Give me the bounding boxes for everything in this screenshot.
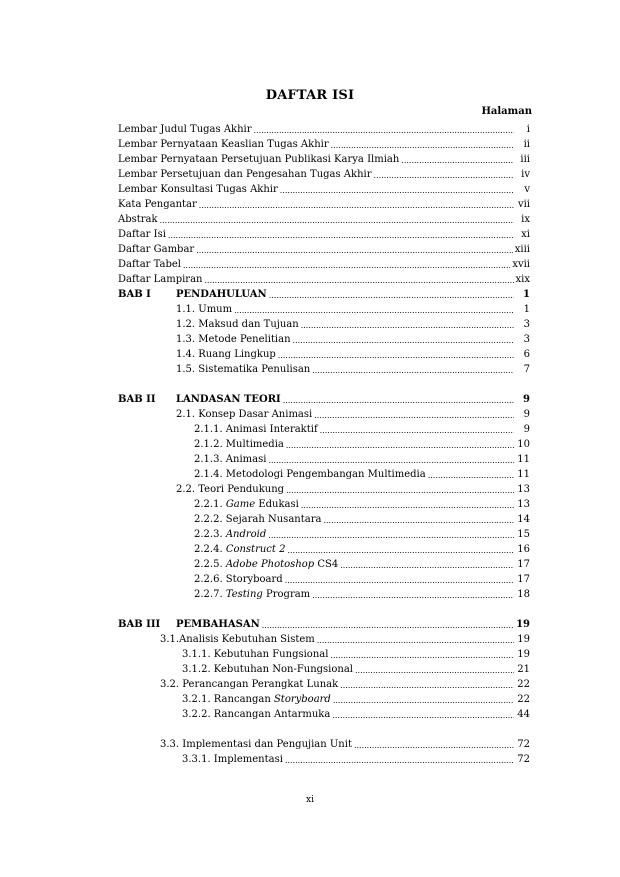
dot-leader <box>331 141 514 151</box>
dot-leader <box>199 201 514 211</box>
chapter-number: BAB I <box>118 289 151 300</box>
toc-entry-row <box>118 347 530 361</box>
page-title: DAFTAR ISI <box>265 88 355 103</box>
toc-entry-row <box>118 647 530 661</box>
toc-entry-label: 1.4. Ruang Lingkup <box>176 349 276 360</box>
dot-leader <box>278 351 514 361</box>
dot-leader <box>234 306 514 316</box>
toc-entry-label: Lembar Konsultasi Tugas Akhir <box>118 184 278 195</box>
toc-page-number: xix <box>515 274 530 285</box>
toc-entry-label: 2.2.3. Android <box>194 529 267 540</box>
toc-page-number: ix <box>521 214 530 225</box>
toc-page-number: iv <box>521 169 530 180</box>
toc-entry-row <box>118 212 530 226</box>
toc-page-number: xvii <box>512 259 530 270</box>
toc-entry-label: 2.2.4. Construct 2 <box>194 544 286 555</box>
dot-leader <box>332 711 514 721</box>
toc-entry-row <box>118 227 530 241</box>
toc-page-number: 17 <box>517 559 530 570</box>
toc-entry-label: 3.1.1. Kebutuhan Fungsional <box>182 649 329 660</box>
dot-leader <box>293 336 514 346</box>
toc-entry-row <box>118 182 530 196</box>
toc-entry-label: 3.2.1. Rancangan Storyboard <box>182 694 331 705</box>
toc-page-number: 9 <box>523 394 530 405</box>
toc-page-number: 22 <box>517 679 530 690</box>
dot-leader <box>286 441 514 451</box>
toc-entry-label: Lembar Pernyataan Persetujuan Publikasi Karya Ilmiah <box>118 154 400 165</box>
toc-page-number: 3 <box>523 334 530 345</box>
toc-entry-row <box>118 152 530 166</box>
toc-entry-row <box>118 167 530 181</box>
toc-entry-row <box>118 257 530 271</box>
dot-leader <box>268 456 514 466</box>
toc-page-number: 44 <box>517 709 530 720</box>
toc-entry-row <box>118 707 530 721</box>
toc-page-number: v <box>524 184 530 195</box>
toc-entry-label: 2.1.4. Metodologi Pengembangan Multimedia <box>194 469 426 480</box>
toc-page-number: 1 <box>523 304 530 315</box>
toc-entry-row <box>118 362 530 376</box>
toc-chapter-row <box>118 392 530 406</box>
toc-page-number: 13 <box>517 499 530 510</box>
dot-leader <box>312 366 514 376</box>
dot-leader <box>196 246 513 256</box>
dot-leader <box>262 621 514 631</box>
toc-entry-label: PEMBAHASAN <box>176 619 260 630</box>
dot-leader <box>160 216 514 226</box>
dot-leader <box>183 261 510 271</box>
dot-leader <box>401 156 514 166</box>
toc-entry-row <box>118 437 530 451</box>
toc-entry-label: 3.3.1. Implementasi <box>182 754 283 765</box>
dot-leader <box>320 426 514 436</box>
toc-page-number: 9 <box>523 409 530 420</box>
toc-entry-row <box>118 632 530 646</box>
toc-entry-row <box>118 542 530 556</box>
toc-page-number: xiii <box>514 244 530 255</box>
toc-entry-label: Lembar Pernyataan Keaslian Tugas Akhir <box>118 139 329 150</box>
toc-entry-label: 2.2.6. Storyboard <box>194 574 283 585</box>
toc-page-number: 11 <box>517 454 530 465</box>
toc-entry-label: 3.2. Perancangan Perangkat Lunak <box>160 679 339 690</box>
toc-entry-row <box>118 137 530 151</box>
toc-page-number: 72 <box>517 754 530 765</box>
toc-entry-label: Lembar Persetujuan dan Pengesahan Tugas Akhir <box>118 169 372 180</box>
toc-entry-label: Daftar Gambar <box>118 244 195 255</box>
toc-entry-row <box>118 752 530 766</box>
toc-entry-label: Abstrak <box>118 214 158 225</box>
toc-page-number: vii <box>517 199 530 210</box>
dot-leader <box>428 471 514 481</box>
toc-entry-label: 2.2.5. Adobe Photoshop CS4 <box>194 559 339 570</box>
dot-leader <box>268 531 514 541</box>
toc-entry-row <box>118 587 530 601</box>
dot-leader <box>312 591 514 601</box>
dot-leader <box>269 291 514 301</box>
toc-entry-row <box>118 512 530 526</box>
toc-entry-label: 3.3. Implementasi dan Pengujian Unit <box>160 739 352 750</box>
toc-page-number: 19 <box>517 649 530 660</box>
dot-leader <box>323 516 514 526</box>
toc-entry-row <box>118 662 530 676</box>
toc-entry-row <box>118 527 530 541</box>
toc-entry-row <box>118 122 530 136</box>
dot-leader <box>333 696 514 706</box>
toc-entry-label: PENDAHULUAN <box>176 289 267 300</box>
dot-leader <box>280 186 514 196</box>
toc-entry-label: 3.2.2. Rancangan Antarmuka <box>182 709 331 720</box>
toc-entry-label: Daftar Tabel <box>118 259 181 270</box>
toc-entry-row <box>118 467 530 481</box>
toc-entry-label: 2.1. Konsep Dasar Animasi <box>176 409 313 420</box>
toc-entry-label: 1.2. Maksud dan Tujuan <box>176 319 299 330</box>
toc-page-number: 22 <box>517 694 530 705</box>
toc-entry-label: 2.2.1. Game Edukasi <box>194 499 299 510</box>
toc-page-number: 19 <box>516 619 530 630</box>
toc-entry-row <box>118 332 530 346</box>
chapter-number: BAB III <box>118 619 161 630</box>
dot-leader <box>340 681 514 691</box>
toc-page-number: 72 <box>517 739 530 750</box>
toc-entry-row <box>118 242 530 256</box>
page-column-header: Halaman <box>481 106 532 117</box>
dot-leader <box>168 231 514 241</box>
toc-page-number: 21 <box>517 664 530 675</box>
toc-page-number: 7 <box>523 364 530 375</box>
toc-page-number: 14 <box>517 514 530 525</box>
toc-page-number: 17 <box>517 574 530 585</box>
toc-page-number: 15 <box>517 529 530 540</box>
dot-leader <box>254 126 514 136</box>
toc-entry-label: 3.1.Analisis Kebutuhan Sistem <box>160 634 315 645</box>
dot-leader <box>285 576 514 586</box>
dot-leader <box>340 561 514 571</box>
dot-leader <box>205 276 514 286</box>
toc-chapter-row <box>118 617 530 631</box>
toc-entry-label: LANDASAN TEORI <box>176 394 281 405</box>
dot-leader <box>355 666 514 676</box>
dot-leader <box>283 396 514 406</box>
toc-entry-label: 2.2. Teori Pendukung <box>176 484 285 495</box>
toc-entry-label: Daftar Isi <box>118 229 166 240</box>
toc-entry-label: Kata Pengantar <box>118 199 197 210</box>
toc-entry-label: 2.1.1. Animasi Interaktif <box>194 424 318 435</box>
toc-entry-row <box>118 407 530 421</box>
dot-leader <box>314 411 514 421</box>
toc-entry-label: 2.1.3. Animasi <box>194 454 267 465</box>
toc-page-number: 10 <box>517 439 530 450</box>
footer-page-number: xi <box>306 795 314 805</box>
toc-page-number: 16 <box>517 544 530 555</box>
toc-entry-label: 1.5. Sistematika Penulisan <box>176 364 311 375</box>
toc-entry-row <box>118 272 530 286</box>
toc-entry-row <box>118 572 530 586</box>
toc-page-number: 19 <box>517 634 530 645</box>
toc-entry-label: 2.1.2. Multimedia <box>194 439 284 450</box>
toc-entry-row <box>118 302 530 316</box>
dot-leader <box>317 636 514 646</box>
toc-entry-label: Lembar Judul Tugas Akhir <box>118 124 252 135</box>
toc-entry-label: 1.3. Metode Penelitian <box>176 334 291 345</box>
dot-leader <box>301 501 514 511</box>
toc-page-number: 13 <box>517 484 530 495</box>
toc-chapter-row <box>118 287 530 301</box>
toc-page-number: 6 <box>523 349 530 360</box>
toc-entry-row <box>118 482 530 496</box>
toc-page-number: i <box>526 124 530 135</box>
toc-entry-row <box>118 317 530 331</box>
toc-entry-row <box>118 737 530 751</box>
toc-entry-row <box>118 197 530 211</box>
toc-page-number: ii <box>523 139 530 150</box>
toc-entry-label: 2.2.2. Sejarah Nusantara <box>194 514 322 525</box>
toc-entry-row <box>118 422 530 436</box>
toc-entry-row <box>118 677 530 691</box>
chapter-number: BAB II <box>118 394 156 405</box>
toc-entry-row <box>118 557 530 571</box>
toc-page-number: 1 <box>523 289 530 300</box>
toc-page-number: 18 <box>517 589 530 600</box>
toc-page-number: 11 <box>517 469 530 480</box>
toc-page-number: iii <box>520 154 530 165</box>
toc-entry-row <box>118 692 530 706</box>
toc-entry-label: 1.1. Umum <box>176 304 233 315</box>
toc-entry-label: 2.2.7. Testing Program <box>194 589 311 600</box>
dot-leader <box>286 486 514 496</box>
dot-leader <box>374 171 514 181</box>
toc-entry-label: 3.1.2. Kebutuhan Non-Fungsional <box>182 664 354 675</box>
dot-leader <box>354 741 514 751</box>
toc-entry-row <box>118 497 530 511</box>
toc-entry-row <box>118 452 530 466</box>
dot-leader <box>285 756 514 766</box>
dot-leader <box>301 321 514 331</box>
toc-page-number: xi <box>521 229 530 240</box>
dot-leader <box>330 651 514 661</box>
toc-entry-label: Daftar Lampiran <box>118 274 203 285</box>
toc-page-number: 9 <box>523 424 530 435</box>
dot-leader <box>287 546 514 556</box>
toc-page-number: 3 <box>523 319 530 330</box>
